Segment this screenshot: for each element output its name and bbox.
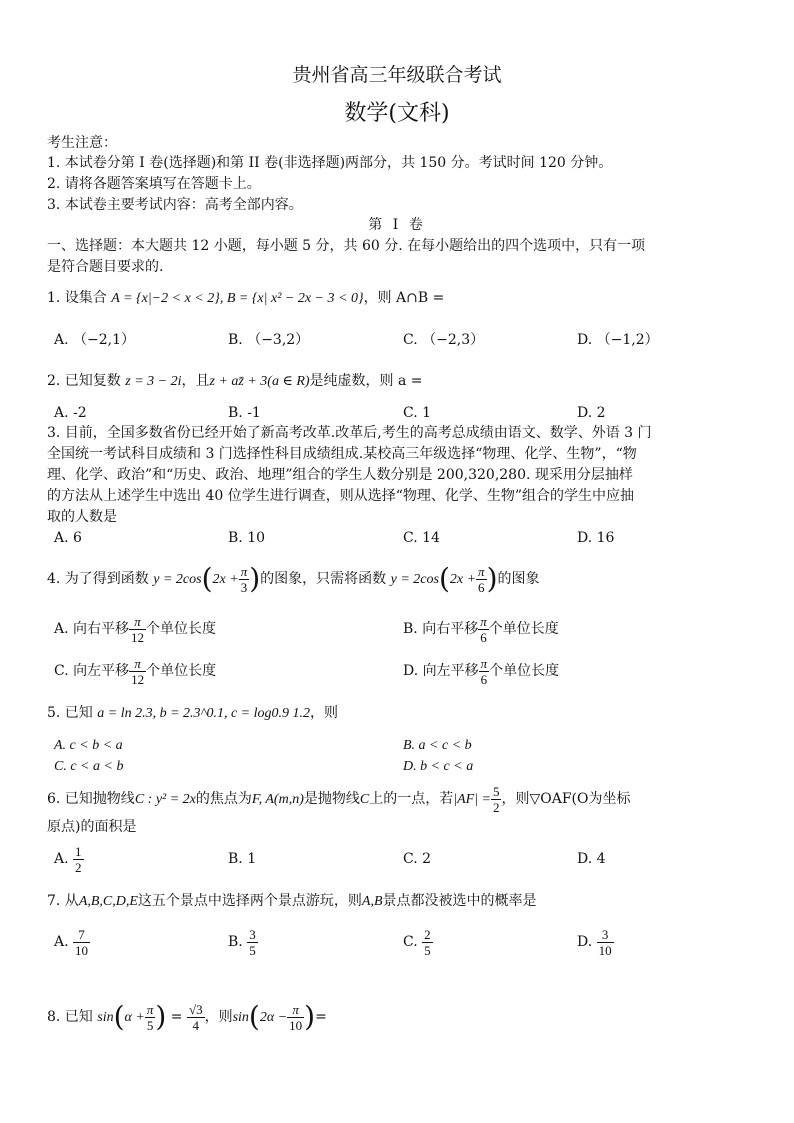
fraction: $\frac{\pi}{3}$ bbox=[240, 563, 248, 595]
question-3-option-a: A. 6 bbox=[54, 530, 82, 546]
question-5-option-a: A. c < b < a bbox=[54, 738, 123, 753]
question-5-stem: 5. 已知 a = ln 2.3, b = 2.3^0.1, c = log0.9 1.2，则 bbox=[47, 705, 339, 721]
question-4-stem: 4. 为了得到函数 y = 2cos(2x + $\frac{\pi}{3}$ )的图象，只需将函数 y = 2cos(2x + $\frac{\pi}{6}$ )的图象 bbox=[47, 562, 540, 595]
question-2-option-b: B. -1 bbox=[228, 405, 261, 421]
question-6-option-b: B. 1 bbox=[228, 851, 257, 867]
question-8-stem: 8. 已知 sin(α + $\frac{\pi}{5}$ ) = $\frac{√3}{4}$ ，则sin(2α − $\frac{\pi}{10}$ )= bbox=[47, 1000, 327, 1033]
question-7-option-a: A. $\frac{7}{10}$ bbox=[54, 926, 89, 958]
question-7-option-b: B. $\frac{3}{5}$ bbox=[228, 926, 256, 958]
question-2-option-d: D. 2 bbox=[577, 405, 606, 421]
question-1-option-a: A. （−2,1） bbox=[54, 332, 136, 348]
question-7-option-c: C. $\frac{2}{5}$ bbox=[403, 926, 431, 958]
notice-item: 3. 本试卷主要考试内容：高考全部内容。 bbox=[47, 197, 303, 213]
question-3-stem-line: 取的人数是 bbox=[47, 509, 117, 525]
notice-item: 1. 本试卷分第 I 卷(选择题)和第 II 卷(非选择题)两部分，共 150 分。考试时间 120 分钟。 bbox=[47, 155, 613, 171]
question-2-option-c: C. 1 bbox=[403, 405, 432, 421]
question-6-option-d: D. 4 bbox=[577, 851, 606, 867]
question-6-stem: 6. 已知抛物线C : y² = 2x的焦点为F, A(m,n)是抛物线C上的一点，若|AF| = $\frac{5}{2}$ ，则▽OAF(O为坐标 bbox=[47, 783, 631, 815]
question-1-option-d: D. （−1,2） bbox=[577, 332, 659, 348]
question-4-option-b: B. 向右平移 $\frac{\pi}{6}$ 个单位长度 bbox=[403, 613, 559, 645]
question-1-option-b: B. （−3,2） bbox=[228, 332, 310, 348]
section-intro: 一、选择题：本大题共 12 小题，每小题 5 分，共 60 分. 在每小题给出的四个选项中，只有一项 bbox=[47, 238, 646, 254]
question-3-option-b: B. 10 bbox=[228, 530, 266, 546]
notice-heading: 考生注意： bbox=[47, 135, 117, 151]
question-3-stem-line: 全国统一考试科目成绩和 3 门选择性科目成绩组成.某校高三年级选择“物理、化学、生物”，“物 bbox=[47, 446, 637, 462]
question-5-option-d: D. b < c < a bbox=[403, 759, 474, 774]
question-2-stem: 2. 已知复数 z = 3 − 2i，且z + az̄ + 3(a ∈ R)是纯虚数，则 a = bbox=[47, 373, 423, 389]
question-6-stem-line2: 原点)的面积是 bbox=[47, 819, 137, 835]
question-1-stem: 1. 设集合 A = {x|−2 < x < 2}, B = {x| x² − 2x − 3 < 0}，则 A∩B = bbox=[47, 290, 445, 306]
notice-item: 2. 请将各题答案填写在答题卡上。 bbox=[47, 176, 261, 192]
question-3-option-d: D. 16 bbox=[577, 530, 615, 546]
question-3-stem-line: 的方法从上述学生中选出 40 位学生进行调查，则从选择“物理、化学、生物”组合的学生中应抽 bbox=[47, 488, 635, 504]
question-5-option-c: C. c < a < b bbox=[54, 759, 124, 774]
question-4-option-c: C. 向左平移 $\frac{\pi}{12}$ 个单位长度 bbox=[54, 655, 217, 687]
question-7-stem: 7. 从A,B,C,D,E这五个景点中选择两个景点游玩，则A,B景点都没被选中的概率是 bbox=[47, 893, 537, 909]
question-6-option-a: A. $\frac{1}{2}$ bbox=[54, 843, 82, 875]
question-1-option-c: C. （−2,3） bbox=[403, 332, 485, 348]
question-3-stem-line: 3. 目前，全国多数省份已经开始了新高考改革.改革后,考生的高考总成绩由语文、数学、外语 3 门 bbox=[47, 425, 652, 441]
section-intro: 是符合题目要求的. bbox=[47, 259, 164, 275]
exam-subtitle: 数学(文科) bbox=[344, 101, 450, 126]
fraction: $\frac{\pi}{6}$ bbox=[478, 563, 485, 595]
question-3-stem-line: 理、化学、政治”和“历史、政治、地理”组合的学生人数分别是 200,320,280. 现采用分层抽样 bbox=[47, 467, 633, 483]
question-5-option-b: B. a < c < b bbox=[403, 738, 472, 753]
question-2-option-a: A. -2 bbox=[54, 405, 87, 421]
question-4-option-a: A. 向右平移 $\frac{\pi}{12}$ 个单位长度 bbox=[54, 613, 217, 645]
question-4-option-d: D. 向左平移 $\frac{\pi}{6}$ 个单位长度 bbox=[403, 655, 560, 687]
question-7-option-d: D. $\frac{3}{10}$ bbox=[577, 926, 612, 958]
question-6-option-c: C. 2 bbox=[403, 851, 432, 867]
question-3-option-c: C. 14 bbox=[403, 530, 440, 546]
exam-title: 贵州省高三年级联合考试 bbox=[292, 64, 502, 86]
section-label: 第 I 卷 bbox=[368, 217, 426, 233]
